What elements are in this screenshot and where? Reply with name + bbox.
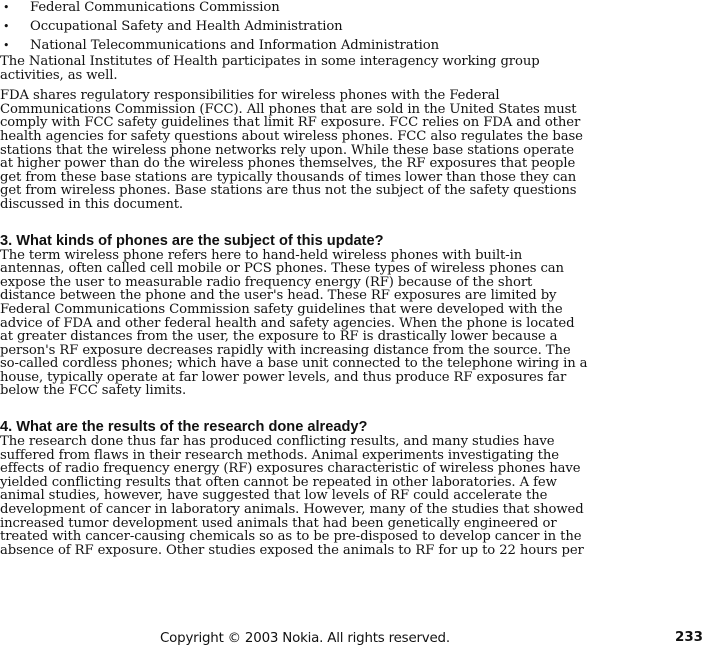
section-body-3: The term wireless phone refers here to hand-held wireless phones with built-in antennas, often called cell mobile or PCS phones. These types of wireless phones can expose the user to measurable radio frequency energy (RF) because of the short distance between the phone and the user's head. These RF exposures are limited by Federal Communications Commission safety guidelines that were developed with the advice of FDA and other federal health and safety agencies. When the phone is located at greater distances from the user, the exposure to RF is drastically lower because a person's RF exposure decreases rapidly with increasing distance from the source. The so-called cordless phones; which have a base unit connected to the telephone wiring in a house, typically operate at far lower power levels, and thus produce RF exposures far below the FCC safety limits.	[0, 247, 588, 399]
page-number: 233	[675, 630, 703, 645]
page-footer	[0, 628, 703, 650]
list-item-text: Federal Communications Commission	[30, 0, 280, 15]
agency-list	[0, 0, 590, 55]
list-item	[0, 17, 590, 36]
list-item	[0, 36, 590, 55]
list-item-text: National Telecommunications and Information Administration	[30, 38, 440, 53]
section-body-4: The research done thus far has produced conflicting results, and many studies have suffered from flaws in their research methods. Animal experiments investigating the effects of radio frequency energy (RF) exposures characteristic of wireless phones have yielded conflicting results that often cannot be repeated in other laboratories. A few animal studies, however, have suggested that low levels of RF could accelerate the development of cancer in laboratory animals. However, many of the studies that showed increased tumor development used animals that had been genetically engineered or treated with cancer-causing chemicals so as to be pre-disposed to develop cancer in the absence of RF exposure. Other studies exposed the animals to RF for up to 22 hours per	[0, 434, 584, 558]
bullet-icon: •	[3, 1, 10, 14]
section-heading-4: 4. What are the results of the research done already?	[0, 419, 368, 436]
bullet-icon: •	[3, 39, 10, 52]
nih-paragraph: The National Institutes of Health participates in some interagency working group activities, as well.	[0, 54, 540, 83]
section-heading-3: 3. What kinds of phones are the subject of this update?	[0, 232, 384, 249]
bullet-icon: •	[3, 20, 10, 33]
list-item	[0, 0, 590, 17]
fda-fcc-paragraph: FDA shares regulatory responsibilities for wireless phones with the Federal Communications Commission (FCC). All phones that are sold in the United States must comply with FCC safety guidelines that limit RF exposure. FCC relies on FDA and other health agencies for safety questions about wireless phones. FCC also regulates the base stations that the wireless phone networks rely upon. While these base stations operate at higher power than do the wireless phones themselves, the RF exposures that people get from these base stations are typically thousands of times lower than those they can get from wireless phones. Base stations are thus not the subject of the safety questions discussed in this document.	[0, 88, 583, 212]
copyright-notice: Copyright © 2003 Nokia. All rights reserved.	[160, 631, 450, 646]
list-item-text: Occupational Safety and Health Administration	[30, 19, 343, 34]
